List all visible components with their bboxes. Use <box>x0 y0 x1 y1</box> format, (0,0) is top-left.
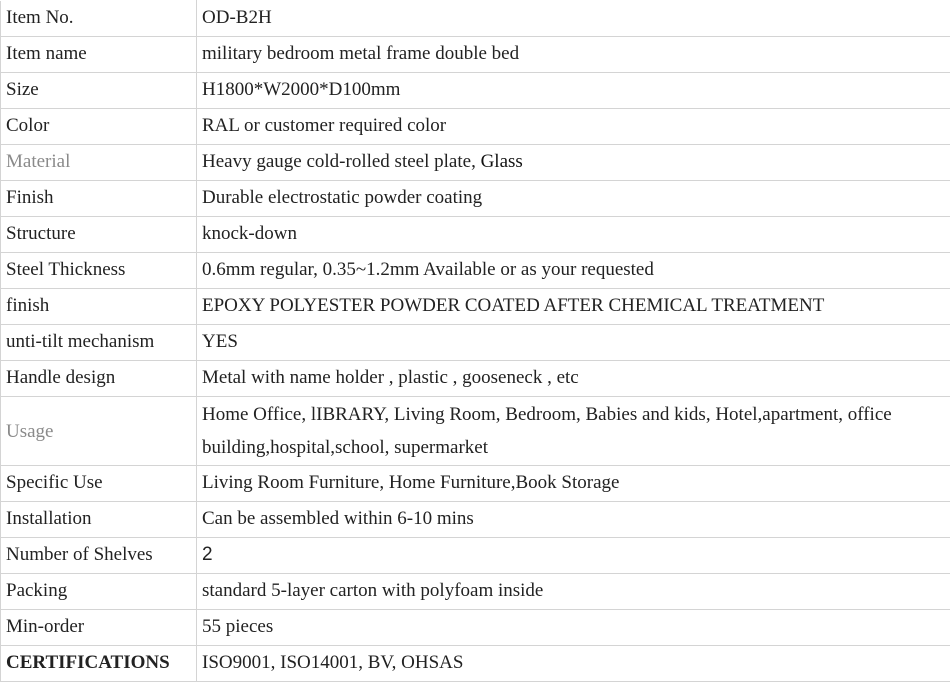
spec-label-finish: Finish <box>1 181 197 217</box>
table-row <box>1 502 950 538</box>
spec-value-item-no: OD-B2H <box>197 1 950 37</box>
table-row <box>1 289 950 325</box>
material-text: Heavy gauge cold-rolled steel plate <box>202 151 472 173</box>
spec-label-steel-thickness: Steel Thickness <box>1 253 197 289</box>
spec-label-material: Material <box>1 145 197 181</box>
spec-value-certifications: ISO9001, ISO14001, BV, OHSAS <box>197 646 950 682</box>
table-row <box>1 466 950 502</box>
table-row <box>1 181 950 217</box>
spec-label-installation: Installation <box>1 502 197 538</box>
spec-label-anti-tilt: unti-tilt mechanism <box>1 325 197 361</box>
table-row <box>1 538 950 574</box>
spec-label-handle-design: Handle design <box>1 361 197 397</box>
spec-label-packing: Packing <box>1 574 197 610</box>
table-row <box>1 361 950 397</box>
spec-value-steel-thickness: 0.6mm regular, 0.35~1.2mm Available or as your requested <box>197 253 950 289</box>
table-row <box>1 253 950 289</box>
spec-label-number-of-shelves: Number of Shelves <box>1 538 197 574</box>
spec-value-finish-treatment: EPOXY POLYESTER POWDER COATED AFTER CHEMICAL TREATMENT <box>197 289 950 325</box>
spec-label-size: Size <box>1 73 197 109</box>
table-row <box>1 397 950 466</box>
spec-label-color: Color <box>1 109 197 145</box>
spec-value-packing: standard 5-layer carton with polyfoam inside <box>197 574 950 610</box>
table-row <box>1 610 950 646</box>
spec-value-number-of-shelves: 2 <box>197 538 950 574</box>
spec-label-structure: Structure <box>1 217 197 253</box>
spec-value-material: Heavy gauge cold-rolled steel plate, Glass <box>197 145 950 181</box>
spec-label-min-order: Min-order <box>1 610 197 646</box>
spec-value-specific-use: Living Room Furniture, Home Furniture,Book Storage <box>197 466 950 502</box>
spec-value-size: H1800*W2000*D100mm <box>197 73 950 109</box>
table-row <box>1 37 950 73</box>
table-row <box>1 1 950 37</box>
table-row <box>1 325 950 361</box>
spec-label-usage: Usage <box>1 397 197 466</box>
spec-value-usage: Home Office, lIBRARY, Living Room, Bedroom, Babies and kids, Hotel,apartment, office building,hospital,school, supermarket <box>197 397 950 466</box>
table-row <box>1 217 950 253</box>
spec-value-installation: Can be assembled within 6-10 mins <box>197 502 950 538</box>
spec-value-structure: knock-down <box>197 217 950 253</box>
table-row <box>1 145 950 181</box>
spec-label-item-name: Item name <box>1 37 197 73</box>
material-extra-text: Glass <box>480 151 523 173</box>
spec-label-finish-lower: finish <box>1 289 197 325</box>
spec-label-item-no: Item No. <box>1 1 197 37</box>
spec-label-specific-use: Specific Use <box>1 466 197 502</box>
spec-value-item-name: military bedroom metal frame double bed <box>197 37 950 73</box>
table-row <box>1 109 950 145</box>
spec-value-finish: Durable electrostatic powder coating <box>197 181 950 217</box>
table-row <box>1 73 950 109</box>
spec-value-handle-design: Metal with name holder , plastic , gooseneck , etc <box>197 361 950 397</box>
spec-value-color: RAL or customer required color <box>197 109 950 145</box>
table-row <box>1 574 950 610</box>
spec-value-anti-tilt: YES <box>197 325 950 361</box>
spec-value-min-order: 55 pieces <box>197 610 950 646</box>
spec-label-certifications: CERTIFICATIONS <box>1 646 197 682</box>
table-row <box>1 646 950 682</box>
